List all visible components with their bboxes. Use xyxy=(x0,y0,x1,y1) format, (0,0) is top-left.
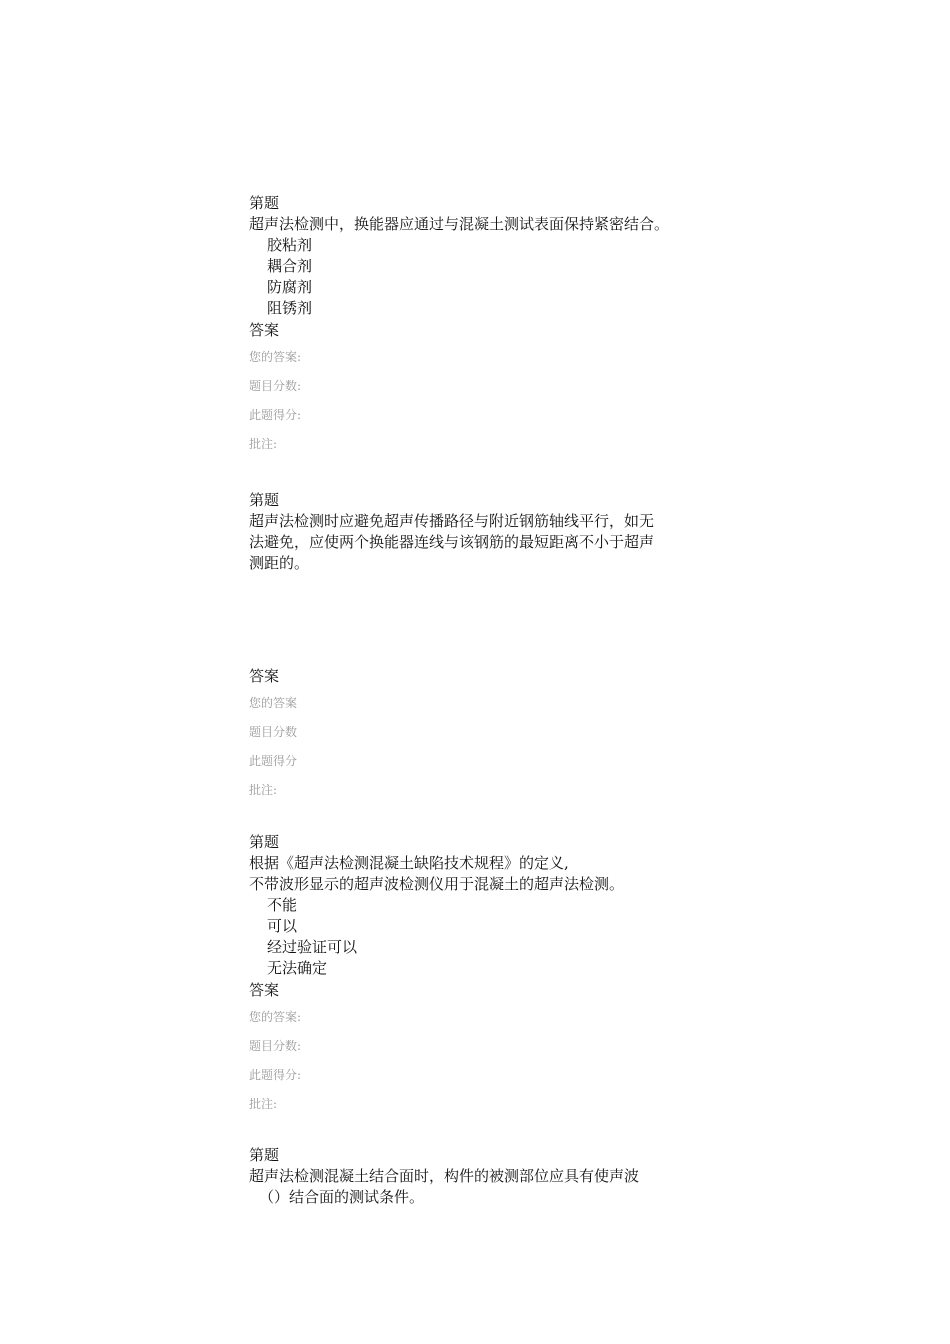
question-stem-line-1: 根据《超声法检测混凝土缺陷技术规程》的定义, xyxy=(249,854,569,872)
answer-heading: 答案 xyxy=(249,667,280,685)
question-heading: 第题 xyxy=(249,491,280,509)
option-4[interactable]: 阻锈剂 xyxy=(267,299,313,317)
question-stem-line-1: 超声法检测时应避免超声传播路径与附近钢筋轴线平行，如无 xyxy=(249,512,655,530)
question-heading: 第题 xyxy=(249,1146,280,1164)
question-stem: 超声法检测中，换能器应通过与混凝土测试表面保持紧密结合。 xyxy=(249,215,670,233)
option-2[interactable]: 耦合剂 xyxy=(267,257,313,275)
question-stem-line-2: 不带波形显示的超声波检测仪用于混凝土的超声法检测。 xyxy=(249,875,625,893)
question-stem-line-1: 超声法检测混凝土结合面时，构件的被测部位应具有使声波 xyxy=(249,1167,640,1185)
question-score-label: 题目分数: xyxy=(249,379,302,393)
question-heading: 第题 xyxy=(249,833,280,851)
comment-label: 批注: xyxy=(249,437,278,451)
question-1 xyxy=(249,193,669,466)
your-answer-label: 您的答案: xyxy=(249,1010,302,1024)
your-answer-label: 您的答案: xyxy=(249,350,302,364)
question-stem-line-3: 测距的。 xyxy=(249,554,310,572)
earned-score-label: 此题得分: xyxy=(249,1068,302,1082)
question-stem-line-2: （）结合面的测试条件。 xyxy=(259,1188,425,1206)
question-3 xyxy=(249,832,624,1126)
option-3[interactable]: 经过验证可以 xyxy=(267,938,358,956)
answer-meta xyxy=(249,687,654,812)
option-2[interactable]: 可以 xyxy=(267,917,298,935)
question-score-label: 题目分数: xyxy=(249,1039,302,1053)
answer-heading: 答案 xyxy=(249,321,280,339)
answer-meta xyxy=(249,1001,624,1126)
answer-meta xyxy=(249,341,669,466)
answer-heading: 答案 xyxy=(249,981,280,999)
comment-label: 批注: xyxy=(249,783,278,797)
blank-space xyxy=(249,574,654,666)
earned-score-label: 此题得分 xyxy=(249,754,298,768)
question-score-label: 题目分数 xyxy=(249,725,298,739)
your-answer-label: 您的答案 xyxy=(249,696,298,710)
earned-score-label: 此题得分: xyxy=(249,408,302,422)
question-2 xyxy=(249,490,654,812)
question-4 xyxy=(249,1145,639,1208)
option-1[interactable]: 不能 xyxy=(267,896,298,914)
question-heading: 第题 xyxy=(249,194,280,212)
option-1[interactable]: 胶粘剂 xyxy=(267,236,313,254)
option-4[interactable]: 无法确定 xyxy=(267,959,328,977)
question-stem-line-2: 法避免，应使两个换能器连线与该钢筋的最短距离不小于超声 xyxy=(249,533,655,551)
comment-label: 批注: xyxy=(249,1097,278,1111)
option-3[interactable]: 防腐剂 xyxy=(267,278,313,296)
